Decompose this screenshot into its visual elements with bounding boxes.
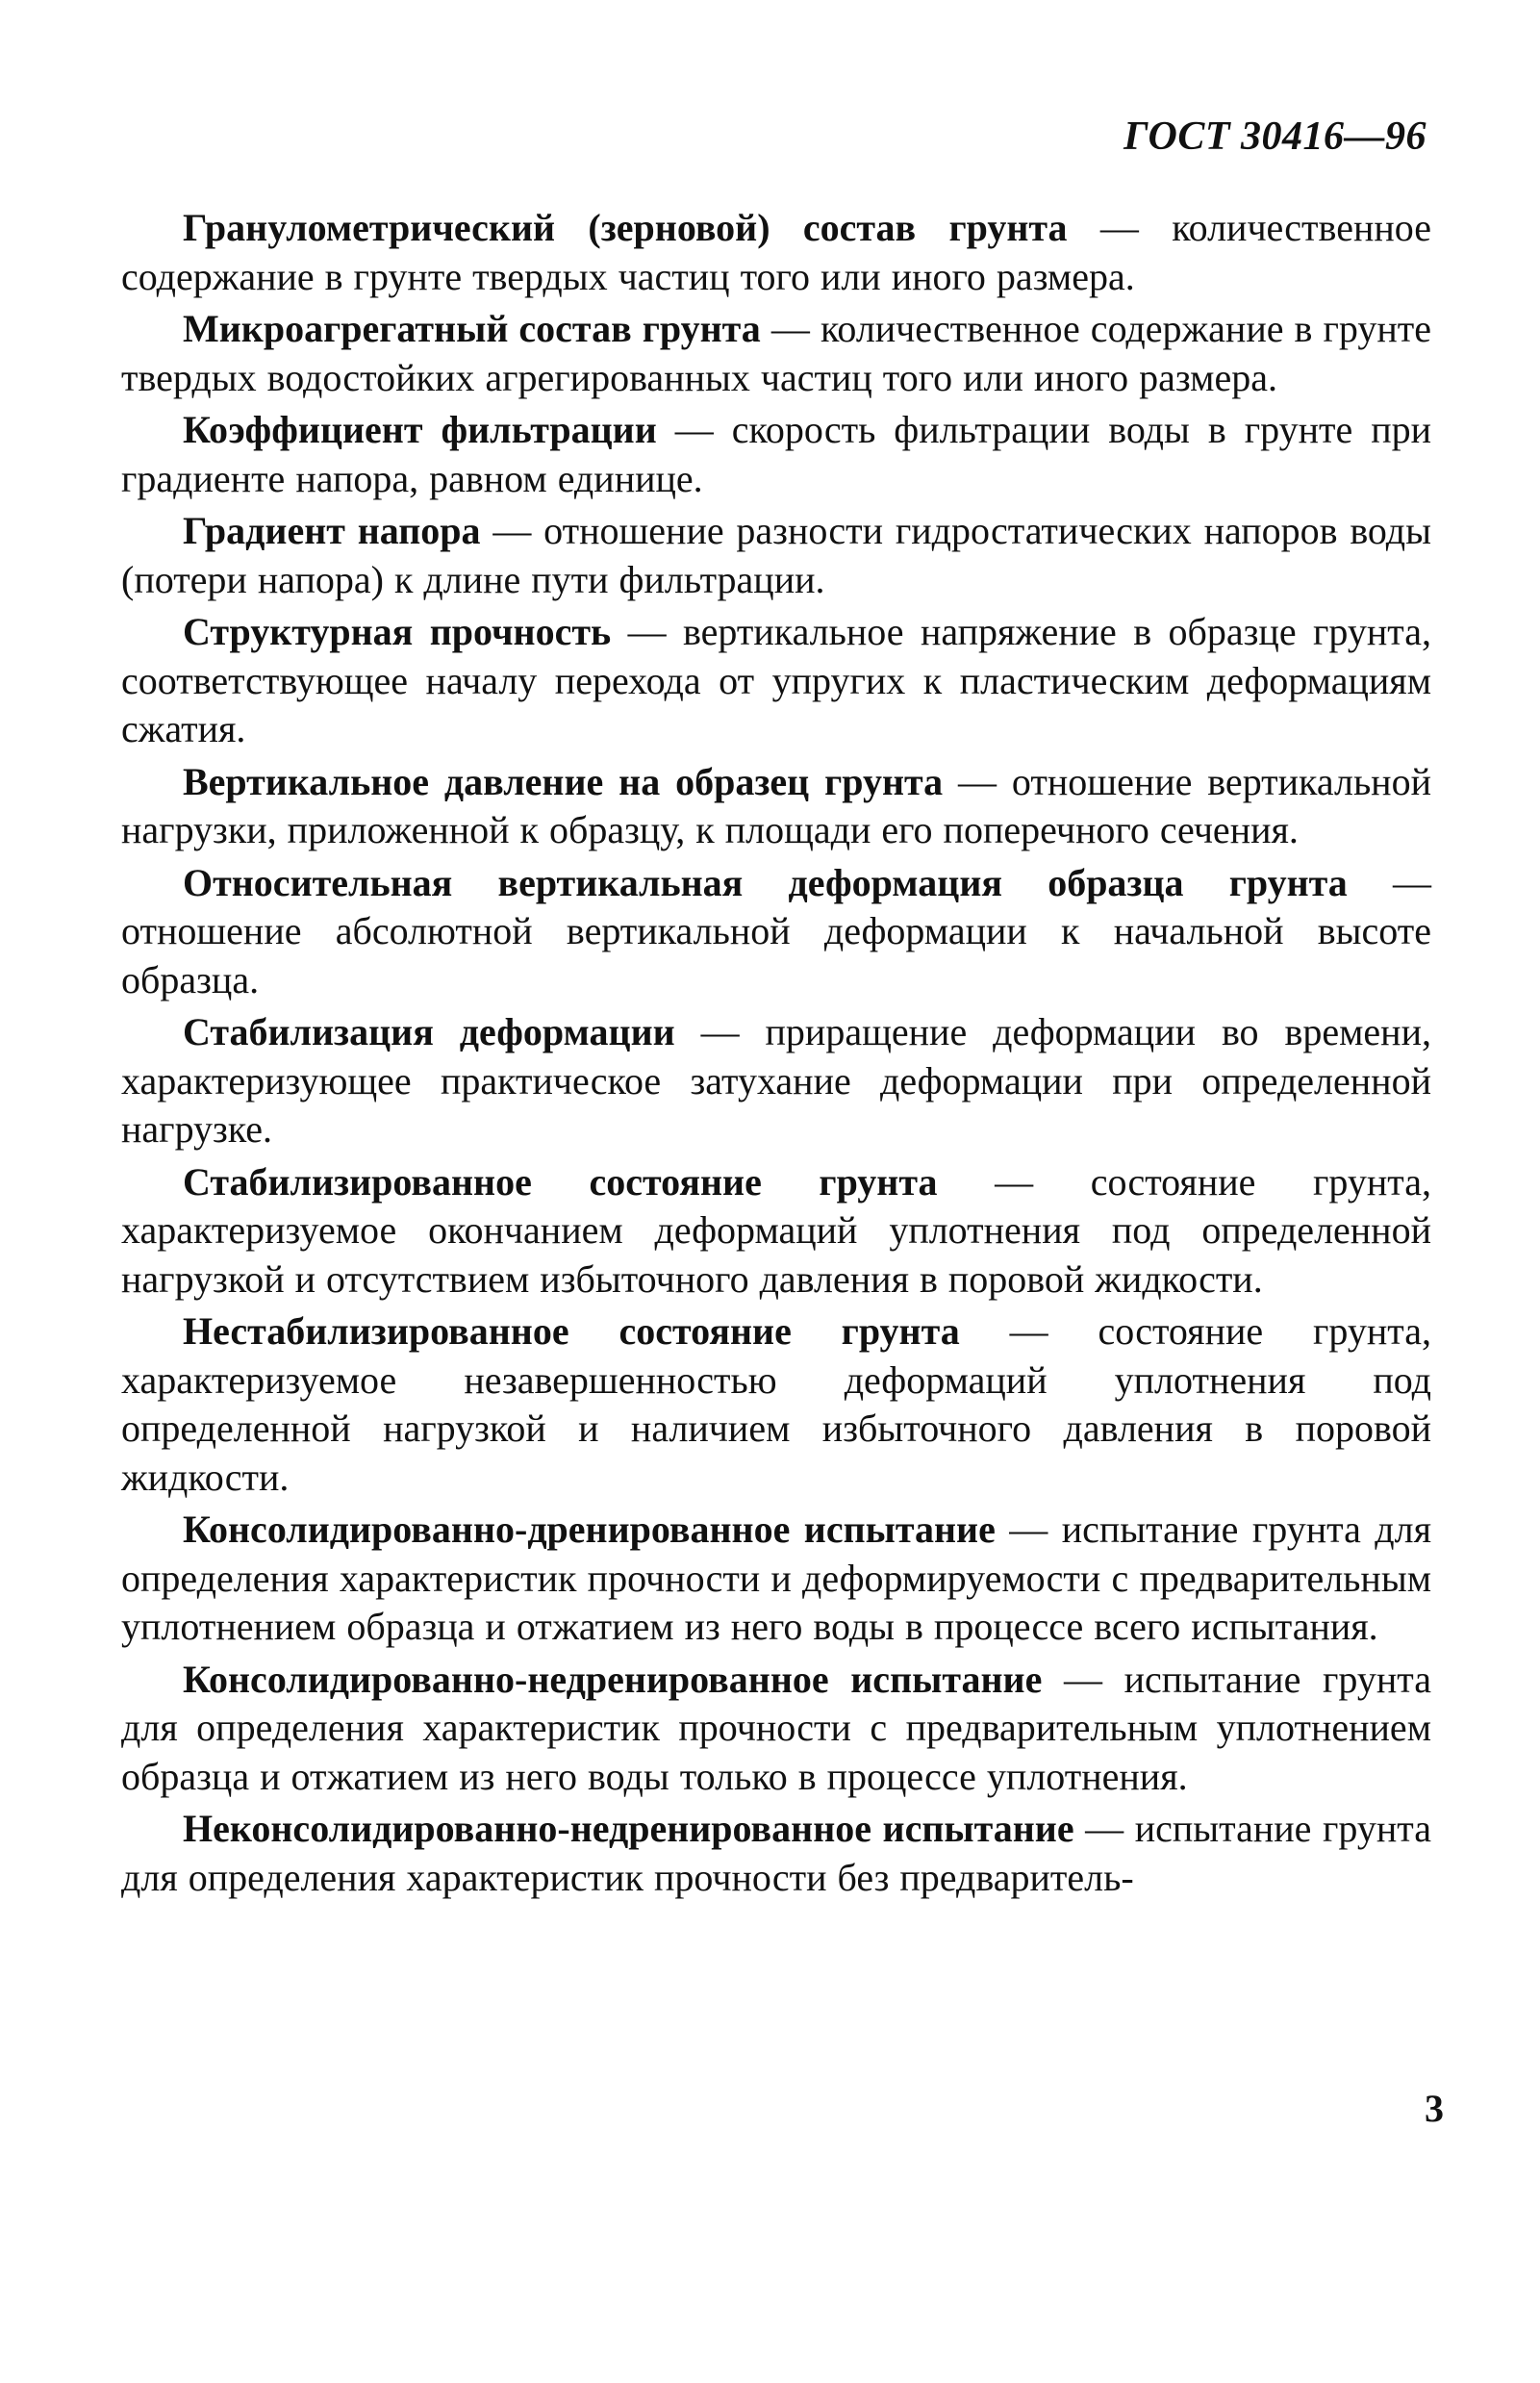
term-paragraph-microaggregate — [121, 305, 1431, 402]
term-paragraph-relative-deformation — [121, 859, 1431, 1005]
term-definition: — отношение абсолютной вертикальной деформации к начальной высоте образца. — [121, 860, 1431, 1001]
page-number: 3 — [1425, 2087, 1444, 2130]
term-paragraph-granulometric — [121, 204, 1431, 301]
term-definition: — отношение вертикальной нагрузки, приложенной к образцу, к площади его поперечного сечения. — [121, 759, 1431, 851]
term-paragraph-pressure-gradient — [121, 507, 1431, 604]
term-definition: — скорость фильтрации воды в грунте при градиенте напора, равном единице. — [121, 408, 1432, 500]
term-title: Структурная прочность — [183, 610, 612, 653]
term-title: Стабилизированное состояние грунта — [183, 1159, 938, 1204]
term-title: Относительная вертикальная деформация образца грунта — [183, 860, 1348, 904]
term-definition: — отношение разности гидростатических напоров воды (потери напора) к длине пути фильтрации. — [121, 509, 1432, 601]
term-paragraph-consolidated-undrained — [121, 1656, 1431, 1802]
term-definition: — состояние грунта, характеризуемое окончанием деформаций уплотнения под определенной нагрузкой и отсутствием избыточного давления в поровой жидкости. — [121, 1159, 1431, 1301]
term-definition: — количественное содержание в грунте твердых водостойких агрегированных частиц того или иного размера. — [121, 307, 1432, 399]
document-body — [121, 204, 1431, 1906]
term-definition: — количественное содержание в грунте твердых частиц того или иного размера. — [121, 206, 1432, 298]
term-title: Консолидированно-дренированное испытание — [183, 1508, 996, 1551]
term-paragraph-unstabilized-state — [121, 1307, 1431, 1502]
term-definition: — испытание грунта для определения характеристик прочности и деформируемости с предварительным уплотнением образца и отжатием из него воды в процессе всего испытания. — [121, 1508, 1431, 1648]
term-title: Градиент напора — [183, 509, 481, 552]
term-title: Стабилизация деформации — [183, 1010, 675, 1053]
term-title: Микроагрегатный состав грунта — [183, 307, 761, 350]
term-paragraph-filtration-coefficient — [121, 406, 1431, 503]
term-definition: — испытание грунта для определения характеристик прочности с предварительным уплотнением образца и отжатием из него воды только в процессе уплотнения. — [121, 1657, 1431, 1798]
term-definition: — приращение деформации во времени, характеризующее практическое затухание деформации при определенной нагрузке. — [121, 1010, 1431, 1151]
term-title: Консолидированно-недренированное испытание — [183, 1657, 1043, 1701]
term-title: Коэффициент фильтрации — [183, 408, 657, 451]
term-paragraph-structural-strength — [121, 608, 1431, 754]
term-definition: — состояние грунта, характеризуемое незавершенностью деформаций уплотнения под определенной нагрузкой и наличием избыточного давления в поровой жидкости. — [121, 1309, 1431, 1499]
standard-number-header: ГОСТ 30416—96 — [1123, 114, 1426, 159]
term-definition: — вертикальное напряжение в образце грунта, соответствующее началу перехода от упругих к пластическим деформациям сжатия. — [121, 610, 1431, 750]
term-definition: — испытание грунта для определения характеристик прочности без предваритель- — [121, 1807, 1431, 1899]
term-paragraph-deformation-stabilization — [121, 1008, 1431, 1154]
term-title: Неконсолидированно-недренированное испытание — [183, 1807, 1074, 1850]
term-title: Вертикальное давление на образец грунта — [183, 759, 944, 803]
term-title: Гранулометрический (зерновой) состав грунта — [183, 206, 1068, 249]
term-paragraph-consolidated-drained — [121, 1506, 1431, 1652]
term-paragraph-stabilized-state — [121, 1158, 1431, 1305]
term-paragraph-vertical-pressure — [121, 758, 1431, 855]
term-title: Нестабилизированное состояние грунта — [183, 1309, 960, 1353]
term-paragraph-unconsolidated-undrained — [121, 1805, 1431, 1902]
